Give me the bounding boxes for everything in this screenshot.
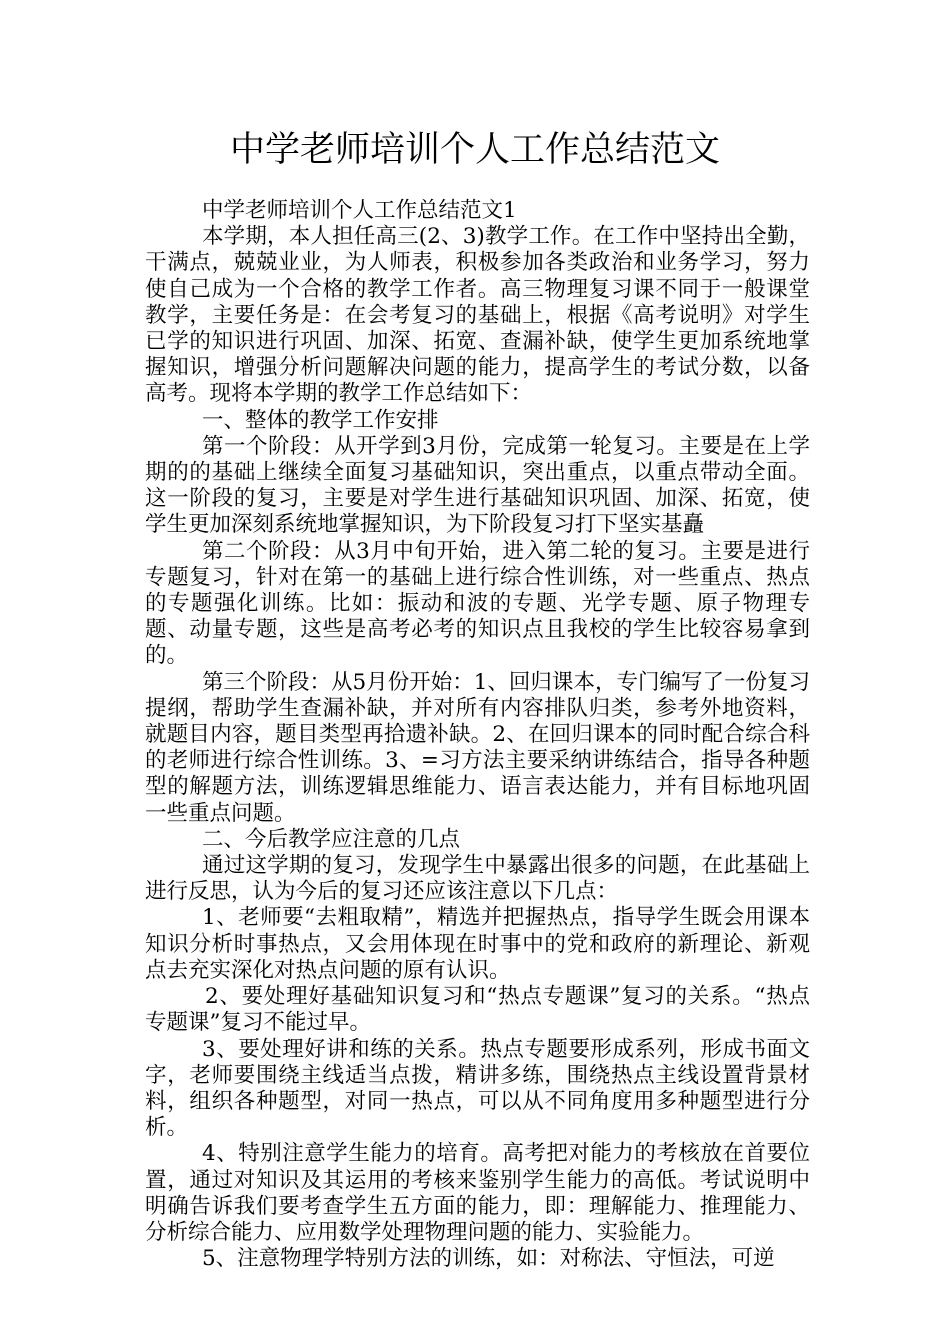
paragraph-point-4: 4、特别注意学生能力的培育。高考把对能力的考核放在首要位置，通过对知识及其运用的考核来鉴别学生能力的高低。考试说明中明确告诉我们要考查学生五方面的能力，即：理解能力、推理能力、分析综合能力、应用数学处理物理问题的能力、实验能力。 <box>145 1141 810 1245</box>
document-body <box>145 198 810 1272</box>
paragraph-stage-3: 第三个阶段：从5月份开始：1、回归课本，专门编写了一份复习提纲，帮助学生查漏补缺，并对所有内容排队归类，参考外地资料，就题目内容，题目类型再拾遗补缺。2、在回归课本的同时配合综合科的老师进行综合性训练。3、=习方法主要采纳讲练结合，指导各种题型的解题方法，训练逻辑思维能力、语言表达能力，并有目标地巩固一些重点问题。 <box>145 669 810 826</box>
paragraph-point-2: 2、要处理好基础知识复习和“热点专题课”复习的关系。“热点专题课”复习不能过早。 <box>145 984 810 1036</box>
paragraph-reflection: 通过这学期的复习，发现学生中暴露出很多的问题，在此基础上进行反思，认为今后的复习还应该注意以下几点： <box>145 853 810 905</box>
paragraph-stage-1: 第一个阶段：从开学到3月份，完成第一轮复习。主要是在上学期的的基础上继续全面复习基础知识，突出重点，以重点带动全面。这一阶段的复习，主要是对学生进行基础知识巩固、加深、拓宽，使学生更加深刻系统地掌握知识，为下阶段复习打下坚实基矗 <box>145 433 810 538</box>
section-heading-1: 一、整体的教学工作安排 <box>202 407 439 433</box>
paragraph-stage-2: 第二个阶段：从3月中旬开始，进入第二轮的复习。主要是进行专题复习，针对在第一的基础上进行综合性训练，对一些重点、热点的专题强化训练。比如：振动和波的专题、光学专题、原子物理专题、动量专题，这些是高考必考的知识点且我校的学生比较容易拿到的。 <box>145 538 810 669</box>
document-title: 中学老师培训个人工作总结范文 <box>229 130 720 170</box>
paragraph-intro: 本学期，本人担任高三(2、3)教学工作。在工作中坚持出全勤，干满点，兢兢业业，为人师表，积极参加各类政治和业务学习，努力使自己成为一个合格的教学工作者。高三物理复习课不同于一般课堂教学，主要任务是：在会考复习的基础上，根据《高考说明》对学生已学的知识进行巩固、加深、拓宽、查漏补缺，使学生更加系统地掌握知识，增强分析问题解决问题的能力，提高学生的考试分数，以备高考。现将本学期的教学工作总结如下： <box>145 224 810 407</box>
paragraph-point-1: 1、老师要“去粗取精”，精选并把握热点，指导学生既会用课本知识分析时事热点，又会用体现在时事中的党和政府的新理论、新观点去充实深化对热点问题的原有认识。 <box>145 905 810 983</box>
section-heading-2: 二、今后教学应注意的几点 <box>202 826 461 852</box>
paragraph-point-3: 3、要处理好讲和练的关系。热点专题要形成系列，形成书面文字，老师要围绕主线适当点拨，精讲多练，围绕热点主线设置背景材料，组织各种题型，对同一热点，可以从不同角度用多种题型进行分析。 <box>145 1036 810 1141</box>
paragraph-point-5: 5、注意物理学特别方法的训练，如：对称法、守恒法，可逆 <box>202 1246 775 1272</box>
paragraph-subtitle: 中学老师培训个人工作总结范文1 <box>202 198 517 223</box>
